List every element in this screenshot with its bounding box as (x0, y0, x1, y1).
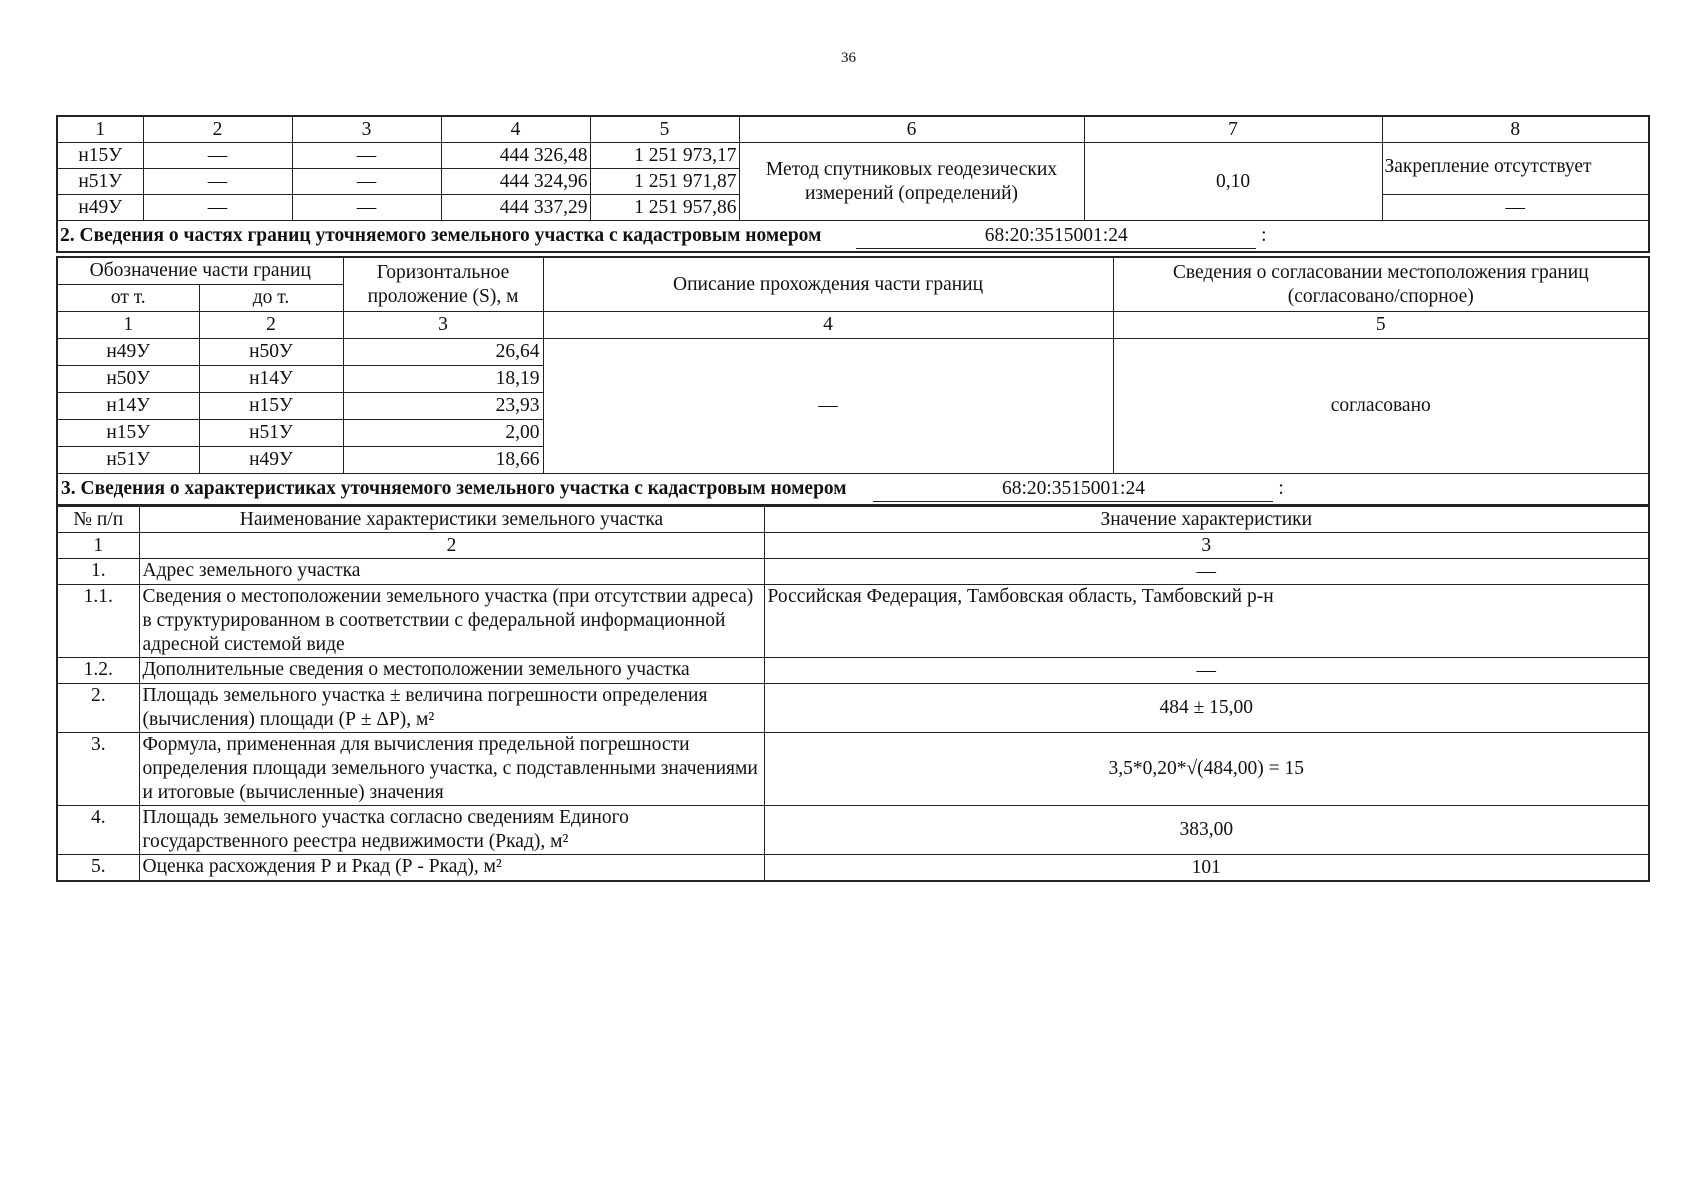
row-number: 5. (57, 855, 139, 882)
fixing-cell: Закрепление отсутствует (1382, 143, 1649, 195)
row-number: 1. (57, 559, 139, 585)
row-number: 1.1. (57, 585, 139, 658)
coord-y: 1 251 971,87 (590, 169, 739, 195)
header-agreement: Сведения о согласовании местоположения границ (согласовано/спорное) (1113, 257, 1649, 312)
characteristic-name: Адрес земельного участка (139, 559, 764, 585)
characteristic-name: Площадь земельного участка согласно сведениям Единого государственного реестра недвижимости (Ркад), м² (139, 806, 764, 855)
coord-x: 444 324,96 (441, 169, 590, 195)
to-point: н50У (199, 339, 343, 366)
row-number: 2. (57, 684, 139, 733)
cell-dash: — (292, 169, 441, 195)
to-point: н14У (199, 366, 343, 393)
cell-dash: — (143, 143, 292, 169)
table-row (57, 143, 1649, 169)
characteristic-value: 484 ± 15,00 (764, 684, 1649, 733)
column-number: 1 (57, 312, 199, 339)
characteristic-value: Российская Федерация, Тамбовская область, Тамбовский р-н (764, 585, 1649, 658)
section-3-colon: : (1278, 477, 1284, 499)
cell-dash: — (143, 169, 292, 195)
table-header-row (57, 506, 1649, 533)
table-row (57, 684, 1649, 733)
section-2-cadastral-number: 68:20:3515001:24 (856, 224, 1256, 249)
characteristic-value: 101 (764, 855, 1649, 882)
section-2-title-cell (57, 221, 1649, 253)
method-cell: Метод спутниковых геодезических измерений (определений) (739, 143, 1084, 221)
coordinates-table (56, 115, 1650, 253)
length-value: 18,66 (343, 447, 543, 474)
column-number: 6 (739, 116, 1084, 143)
table-row (57, 806, 1649, 855)
column-number: 2 (139, 533, 764, 559)
row-number: 3. (57, 733, 139, 806)
section-3-title: 3. Сведения о характеристиках уточняемого земельного участка с кадастровым номером (61, 477, 847, 499)
cell-dash: — (292, 143, 441, 169)
from-point: н51У (57, 447, 199, 474)
coord-x: 444 337,29 (441, 195, 590, 221)
characteristic-value: — (764, 559, 1649, 585)
row-number: 1.2. (57, 658, 139, 684)
table-row (57, 585, 1649, 658)
coord-y: 1 251 957,86 (590, 195, 739, 221)
header-number: № п/п (57, 506, 139, 533)
to-point: н15У (199, 393, 343, 420)
row-number: 4. (57, 806, 139, 855)
cell-dash: — (143, 195, 292, 221)
cell-dash: — (292, 195, 441, 221)
point-id: н51У (57, 169, 143, 195)
length-value: 18,19 (343, 366, 543, 393)
column-number: 4 (543, 312, 1113, 339)
coord-x: 444 326,48 (441, 143, 590, 169)
column-number: 2 (143, 116, 292, 143)
section-3-title-cell (57, 474, 1649, 506)
length-value: 26,64 (343, 339, 543, 366)
table-row (57, 855, 1649, 882)
from-point: н14У (57, 393, 199, 420)
characteristic-name: Сведения о местоположении земельного участка (при отсутствии адреса) в структурированном в соответствии с федеральной информационной адресной системой виде (139, 585, 764, 658)
section-title-row (57, 221, 1649, 253)
accuracy-cell: 0,10 (1084, 143, 1382, 221)
section-2-colon: : (1261, 224, 1267, 246)
header-part-designation: Обозначение части границ (57, 257, 343, 285)
characteristic-name: Формула, примененная для вычисления предельной погрешности определения площади земельного участка, с подставленными значениями и итоговые (вычисленные) значения (139, 733, 764, 806)
column-number: 2 (199, 312, 343, 339)
header-description: Описание прохождения части границ (543, 257, 1113, 312)
characteristic-name: Площадь земельного участка ± величина погрешности определения (вычисления) площади (Р ± ΔР), м² (139, 684, 764, 733)
table-row (57, 658, 1649, 684)
page-number: 36 (841, 50, 856, 66)
characteristic-value: 383,00 (764, 806, 1649, 855)
column-number: 4 (441, 116, 590, 143)
characteristics-table (56, 505, 1650, 882)
point-id: н49У (57, 195, 143, 221)
column-number: 3 (292, 116, 441, 143)
length-value: 2,00 (343, 420, 543, 447)
to-point: н51У (199, 420, 343, 447)
header-from: от т. (57, 285, 199, 312)
length-value: 23,93 (343, 393, 543, 420)
column-number: 3 (764, 533, 1649, 559)
characteristic-name: Оценка расхождения Р и Ркад (Р - Ркад), м² (139, 855, 764, 882)
header-length: Горизонтальное проложение (S), м (343, 257, 543, 312)
characteristic-value: — (764, 658, 1649, 684)
from-point: н50У (57, 366, 199, 393)
header-value: Значение характеристики (764, 506, 1649, 533)
from-point: н15У (57, 420, 199, 447)
table-row (57, 559, 1649, 585)
header-name: Наименование характеристики земельного участка (139, 506, 764, 533)
boundary-parts-table (56, 256, 1650, 506)
column-number: 1 (57, 533, 139, 559)
column-number: 7 (1084, 116, 1382, 143)
from-point: н49У (57, 339, 199, 366)
section-2-title: 2. Сведения о частях границ уточняемого земельного участка с кадастровым номером (60, 224, 822, 246)
point-id: н15У (57, 143, 143, 169)
agreement-value: согласовано (1113, 339, 1649, 474)
header-to: до т. (199, 285, 343, 312)
table-header-row (57, 257, 1649, 285)
column-number: 1 (57, 116, 143, 143)
table-row (57, 733, 1649, 806)
section-title-row (57, 474, 1649, 506)
column-numbers-row (57, 312, 1649, 339)
column-number: 3 (343, 312, 543, 339)
section-3-cadastral-number: 68:20:3515001:24 (873, 477, 1273, 502)
to-point: н49У (199, 447, 343, 474)
coord-y: 1 251 973,17 (590, 143, 739, 169)
fixing-dash: — (1382, 195, 1649, 221)
column-numbers-row (57, 533, 1649, 559)
table-header-row (57, 116, 1649, 143)
description-value: — (543, 339, 1113, 474)
column-number: 5 (590, 116, 739, 143)
column-number: 5 (1113, 312, 1649, 339)
characteristic-name: Дополнительные сведения о местоположении земельного участка (139, 658, 764, 684)
column-number: 8 (1382, 116, 1649, 143)
characteristic-value: 3,5*0,20*√(484,00) = 15 (764, 733, 1649, 806)
table-row (57, 339, 1649, 366)
